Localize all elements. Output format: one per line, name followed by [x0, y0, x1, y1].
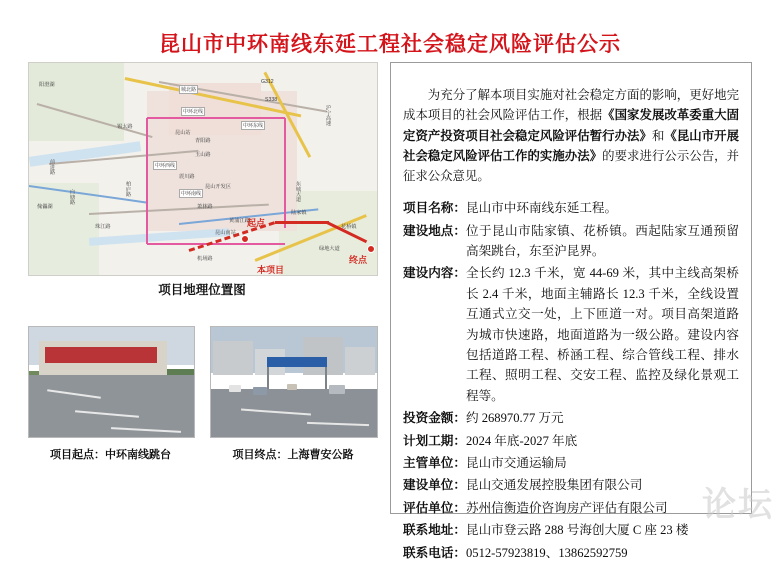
- map-label: 陆家镇: [291, 210, 307, 216]
- map-label: 绿地大道: [319, 246, 340, 252]
- map-label: 震川路: [179, 174, 195, 180]
- field-project-name: [403, 198, 739, 218]
- watermark: 论坛: [702, 487, 774, 524]
- map-label: 花桥镇: [341, 224, 357, 230]
- field-value: 2024 年底-2027 年底: [465, 433, 578, 448]
- photo-vehicle: [329, 385, 345, 394]
- field-value: 昆山市中环南线东延工程。: [465, 201, 618, 216]
- intro-part2: 和: [651, 128, 665, 143]
- map-label: 珠江路: [95, 224, 111, 230]
- field-value: 全长约 12.3 千米，宽 44-69 米，其中主线高架桥长 2.4 千米，地面主辅路长 12.3 千米，全线设置互通式立交一处，上下匝道一对。项目高架道路为城市快速路，地面道路为一级公路。建设内容包括道路工程、桥涵工程、综合管线工程、排水工程、照明工程、交安工程、监控及绿化景观工程等。: [465, 266, 739, 403]
- intro-reference-2: 《昆山市开展社会稳定风险评估工作的实施办法》: [403, 128, 740, 163]
- map-label: 中环西线: [155, 163, 176, 169]
- map-label: 机场路: [197, 256, 213, 262]
- photo-sign-post: [325, 367, 327, 389]
- map-label: S338: [265, 97, 278, 103]
- map-start-point-marker: [241, 235, 249, 243]
- field-value: 昆山交通发展控股集团有限公司: [465, 478, 643, 493]
- photo-sign-post: [267, 367, 269, 389]
- photo-building: [213, 341, 253, 375]
- intro-part3: 的要求进行公示公告，并征求公众意见。: [403, 148, 740, 183]
- map-ring-road-north: [147, 117, 285, 119]
- map-start-point-label: 起点: [247, 218, 266, 228]
- photo-vehicle: [287, 384, 297, 390]
- map-label: 青阳路: [195, 138, 211, 144]
- field-label: 计划工期：: [403, 433, 466, 448]
- map-label: 昆山南站: [215, 230, 236, 236]
- field-value: 昆山市交通运输局: [465, 455, 567, 470]
- map-project-alignment-solid: [275, 221, 329, 224]
- map-label: 昆山开发区: [205, 184, 231, 190]
- photo-vehicle: [229, 385, 241, 392]
- field-schedule: [403, 431, 739, 451]
- map-label: 东城大道: [295, 181, 301, 202]
- map-label: 玉山路: [195, 152, 211, 158]
- field-assessment-unit: [403, 498, 739, 518]
- map-ring-road-west: [146, 118, 148, 244]
- field-value: 位于昆山市陆家镇、花桥镇。西起陆家互通预留高架跳台，东至沪昆界。: [465, 223, 739, 259]
- photo-overhead-sign: [267, 357, 327, 367]
- photo-building: [303, 337, 343, 375]
- field-construction-site: [403, 221, 739, 262]
- photo-start-point: [28, 326, 195, 438]
- field-label: 建设地点：: [403, 223, 466, 238]
- photo-building: [345, 347, 375, 375]
- map-label: 萧林路: [197, 204, 213, 210]
- map-label: 前进路: [49, 159, 55, 175]
- field-contact-address: [403, 520, 739, 540]
- map-green-area-southwest: [29, 183, 99, 275]
- field-label: 评估单位：: [403, 500, 466, 515]
- map-label: 傀儡湖: [37, 204, 53, 210]
- field-value: 约 268970.77 万元: [465, 411, 564, 426]
- map-label: 沪宁高速: [325, 105, 331, 126]
- map-end-point-label: 终点: [349, 255, 368, 265]
- field-construction-content: [403, 263, 739, 406]
- intro-reference-1: 《国家发展改革委重大固定资产投资项目社会稳定风险评估暂行办法》: [403, 108, 740, 143]
- map-caption: 项目地理位置图: [158, 283, 246, 297]
- intro-paragraph: [403, 85, 739, 185]
- map-label: 昆山站: [175, 130, 191, 136]
- photo-vehicle: [253, 387, 267, 395]
- photo-end-point-caption: 项目终点：上海曹安公路: [232, 449, 354, 461]
- field-supervising-unit: [403, 453, 739, 473]
- field-investment-amount: [403, 408, 739, 428]
- map-project-label: 本项目: [257, 265, 285, 275]
- map-green-area-northwest: [29, 63, 124, 141]
- field-construction-unit: [403, 475, 739, 495]
- map-label: 阳澄湖: [39, 82, 55, 88]
- intro-part1: 为充分了解本项目实施对社会稳定方面的影响，更好地完成本项目的社会风险评估工作，根据: [403, 88, 739, 123]
- map-label: G312: [261, 79, 274, 85]
- photo-banner: [45, 347, 157, 363]
- photo-start-point-caption: 项目起点：中环南线跳台: [50, 449, 171, 461]
- field-label: 联系地址：: [403, 523, 466, 538]
- field-value: 0512-57923819、13862592759: [465, 545, 628, 560]
- location-map: [28, 62, 378, 276]
- field-label: 投资金额：: [403, 411, 466, 426]
- field-value: 昆山市登云路 288 号海创大厦 C 座 23 楼: [465, 523, 689, 538]
- field-label: 建设单位：: [403, 478, 466, 493]
- field-label: 主管单位：: [403, 455, 466, 470]
- map-label: 中环南线: [181, 191, 202, 197]
- map-label: 锡太路: [117, 124, 133, 130]
- notice-text-panel: [390, 62, 752, 560]
- field-label: 建设内容：: [403, 266, 466, 281]
- field-value: 苏州信衡造价咨询房产评估有限公司: [465, 500, 668, 515]
- photo-end-point: [210, 326, 378, 438]
- field-label: 项目名称：: [403, 201, 466, 216]
- map-label: 中环北线: [183, 109, 204, 115]
- map-label: 白塘路: [69, 189, 75, 205]
- map-ring-road-east: [284, 118, 286, 228]
- map-label: 柏庐路: [125, 181, 131, 197]
- field-label: 联系电话：: [403, 545, 466, 560]
- map-label: 城北路: [181, 87, 197, 93]
- map-label: 中环东线: [243, 123, 264, 129]
- map-label: 黄浦江路: [229, 218, 250, 224]
- field-contact-phone: [403, 543, 739, 563]
- page-title: 昆山市中环南线东延工程社会稳定风险评估公示: [159, 32, 621, 56]
- map-end-point-marker: [367, 245, 375, 253]
